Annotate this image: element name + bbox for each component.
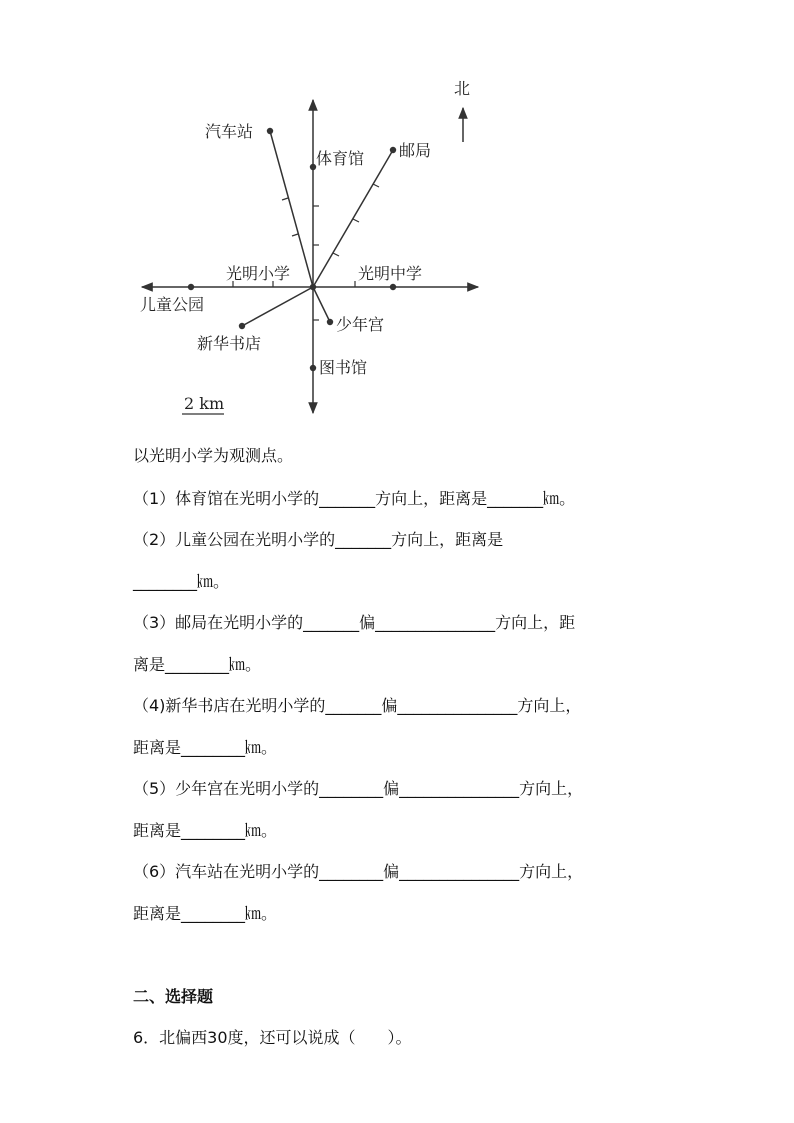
question-3-line2: 离是________㎞。 — [133, 655, 262, 674]
north-label: 北 — [454, 79, 471, 98]
axis-ticks — [233, 206, 355, 320]
question-5-line2: 距离是________㎞。 — [133, 821, 278, 840]
question-4-line1: （4)新华书店在光明小学的_______偏_______________方向上， — [133, 696, 582, 715]
scale-label: 2 km — [184, 394, 225, 413]
label-youth-palace: 少年宫 — [336, 315, 385, 334]
ray-ticks — [282, 184, 379, 256]
ray-bookstore — [242, 287, 313, 326]
label-library: 图书馆 — [319, 358, 368, 377]
label-bus-station: 汽车站 — [205, 122, 254, 141]
label-xinhua-bookstore: 新华书店 — [197, 334, 262, 353]
question-2-line1: （2）儿童公园在光明小学的_______方向上，距离是 — [133, 530, 504, 549]
question-5-line1: （5）少年宫在光明小学的________偏_______________方向上， — [133, 779, 584, 798]
ray-youth-palace — [313, 287, 330, 322]
label-post-office: 邮局 — [399, 141, 432, 160]
intro-text: 以光明小学为观测点。 — [133, 446, 294, 465]
question-1: （1）体育馆在光明小学的_______方向上，距离是_______㎞。 — [133, 489, 576, 508]
label-childrens-park: 儿童公园 — [140, 295, 205, 314]
label-guangming-middle: 光明中学 — [358, 264, 423, 283]
label-gym: 体育馆 — [316, 149, 365, 168]
choice-question: 6．北偏西30度，还可以说成（ ）。 — [133, 1028, 412, 1047]
question-2-line2: ________㎞。 — [133, 572, 230, 591]
question-6-line1: （6）汽车站在光明小学的________偏_______________方向上， — [133, 862, 584, 881]
direction-map — [120, 70, 500, 420]
question-4-line2: 距离是________㎞。 — [133, 738, 278, 757]
label-guangming-primary: 光明小学 — [226, 264, 291, 283]
question-6-line2: 距离是________㎞。 — [133, 904, 278, 923]
section-title: 二、选择题 — [133, 987, 214, 1006]
question-3-line1: （3）邮局在光明小学的_______偏_______________方向上，距 — [133, 613, 576, 632]
